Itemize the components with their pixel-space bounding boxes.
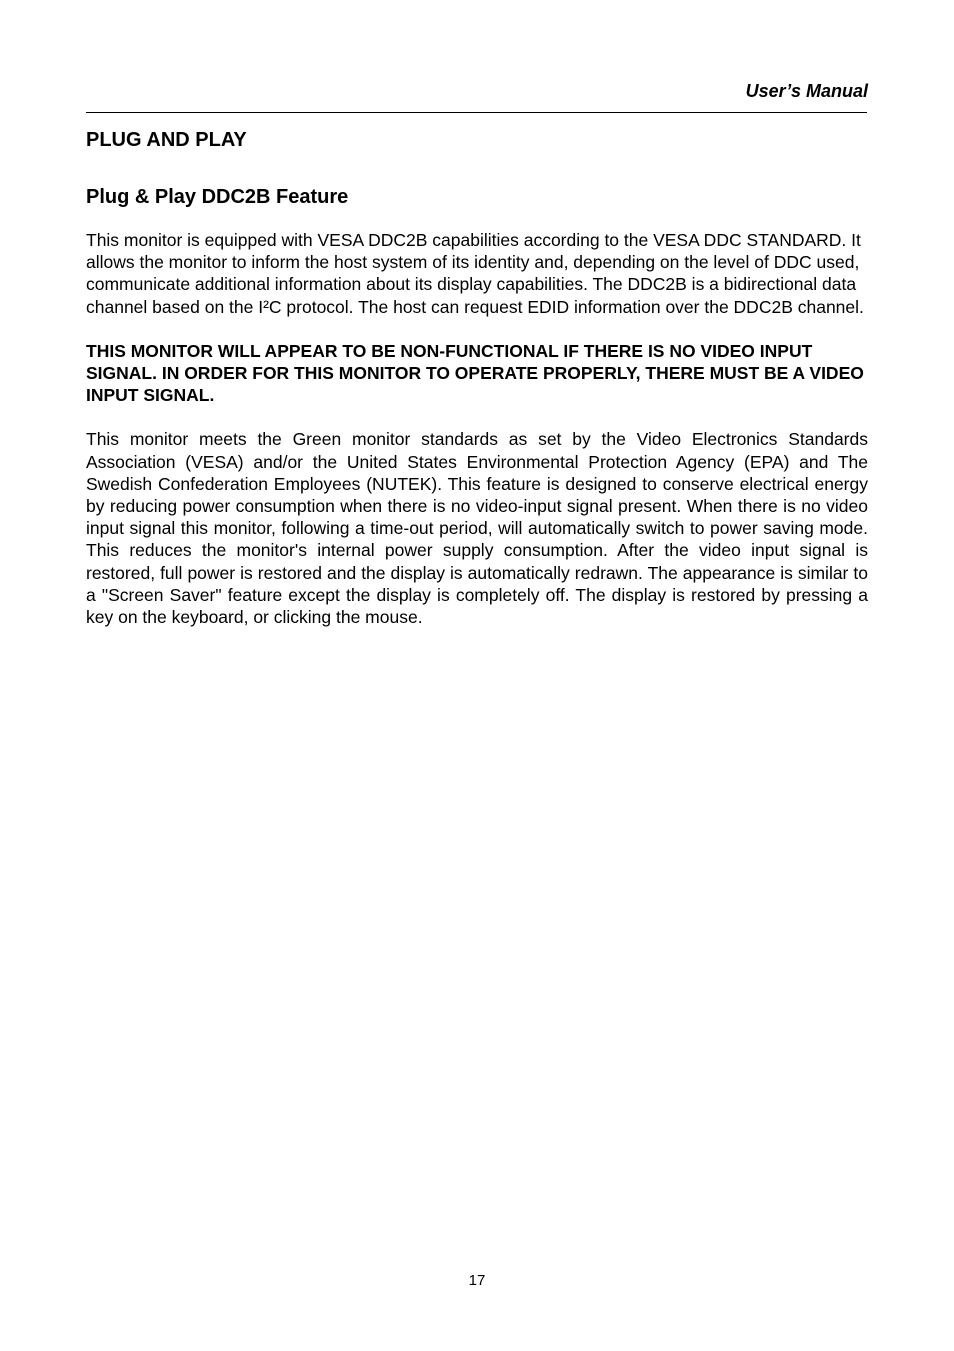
ddc2b-description-paragraph: This monitor is equipped with VESA DDC2B capabilities according to the VESA DDC STANDARD. It allows the monitor to inform the host system of its identity and, depending on the level of DDC used, communicate additional information about its display capabilities. The DDC2B is a bidirectional data channel based on the I²C protocol. The host can request EDID information over the DDC2B channel.: [86, 230, 864, 317]
power-saving-paragraph: This monitor meets the Green monitor standards as set by the Video Electronics Standards Association (VESA) and/or the United States Environmental Protection Agency (EPA) and The Swedish Confederation Employees (NUTEK). This feature is designed to conserve electrical energy by reducing power consumption when there is no video-input signal present. When there is no video input signal this monitor, following a time-out period, will automatically switch to power saving mode. This reduces the monitor's internal power supply consumption. After the video input signal is restored, full power is restored and the display is automatically redrawn. The appearance is similar to a "Screen Saver" feature except the display is completely off. The display is restored by pressing a key on the keyboard, or clicking the mouse.: [86, 429, 868, 628]
page-content: [86, 127, 868, 628]
page-number: 17: [468, 1272, 486, 1289]
header-divider: [86, 112, 867, 113]
video-signal-warning-paragraph: THIS MONITOR WILL APPEAR TO BE NON-FUNCTIONAL IF THERE IS NO VIDEO INPUT SIGNAL. IN ORDER FOR THIS MONITOR TO OPERATE PROPERLY, THERE MUST BE A VIDEO INPUT SIGNAL.: [86, 340, 864, 406]
section-title: PLUG AND PLAY: [86, 129, 247, 151]
running-header-title: User’s Manual: [745, 81, 868, 101]
subsection-title: Plug & Play DDC2B Feature: [86, 186, 349, 208]
